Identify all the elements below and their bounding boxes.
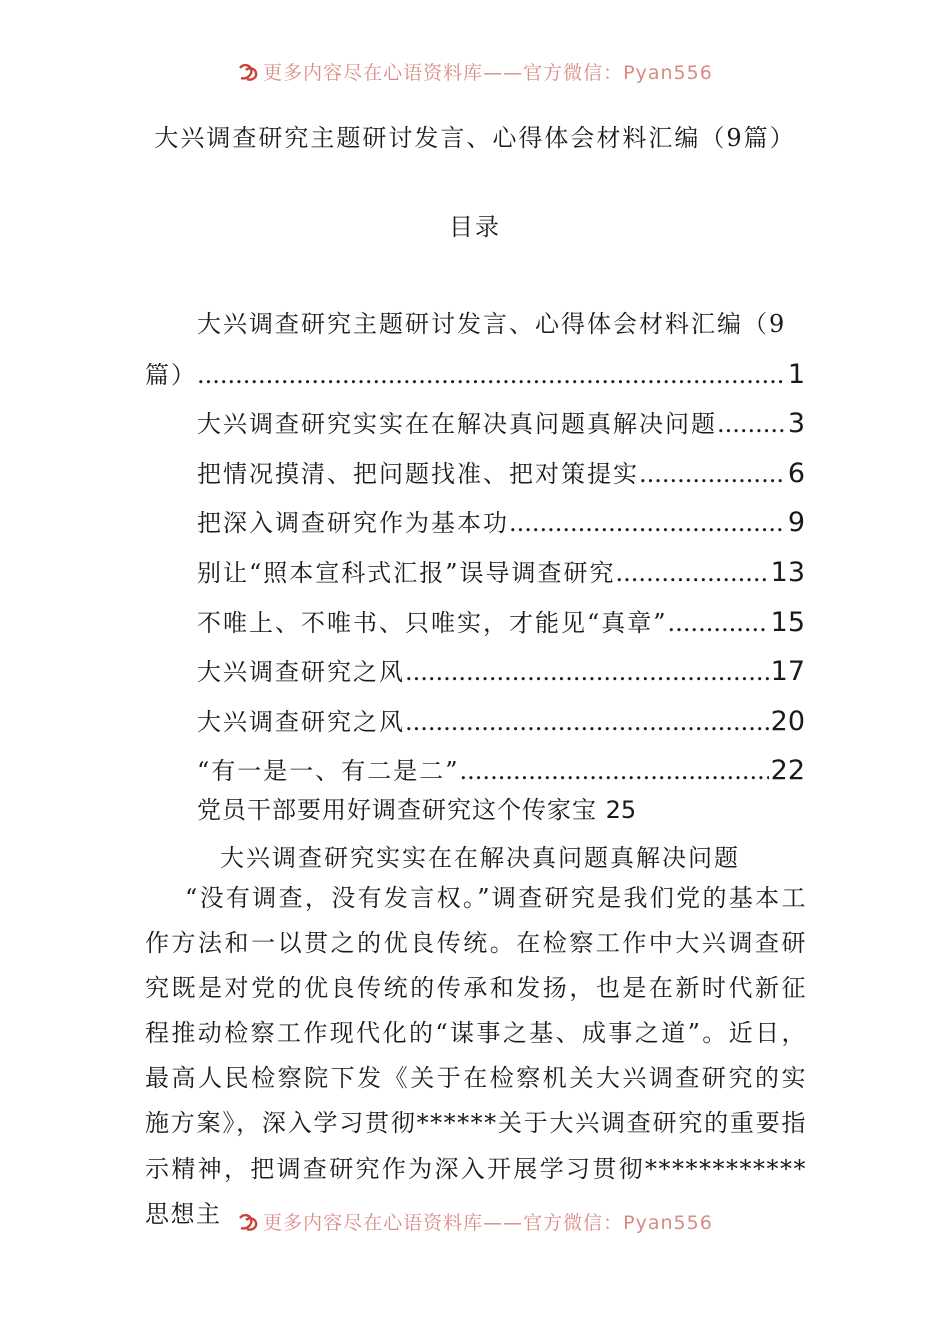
watermark-footer <box>0 1208 950 1235</box>
toc-page-number: 25 <box>605 796 637 824</box>
watermark-header <box>0 58 950 85</box>
toc-page-number: 17 <box>770 656 805 688</box>
toc-page-number: 22 <box>770 755 805 787</box>
toc-entry-title: 党员干部要用好调查研究这个传家宝 <box>197 796 597 824</box>
toc-heading: 目录 <box>449 213 501 241</box>
toc-entry-title: 别让“照本宣科式汇报”误导调查研究 <box>197 558 616 587</box>
toc-leader-dots <box>717 400 786 450</box>
toc-leader-dots <box>197 351 786 401</box>
toc-entry[interactable] <box>145 548 805 598</box>
toc-entry-title: 把深入调查研究作为基本功 <box>197 509 509 538</box>
toc-entry-title: 篇） <box>145 360 197 389</box>
toc-leader-dots <box>639 450 786 500</box>
toc-entry-last[interactable] <box>197 790 636 825</box>
toc-entry-title: 大兴调查研究之风 <box>197 707 405 736</box>
toc-page-number: 6 <box>787 457 805 489</box>
toc-entry[interactable] <box>145 697 805 747</box>
toc-page-number: 20 <box>770 705 805 737</box>
toc-leader-dots <box>509 499 786 549</box>
body-paragraph: “没有调查，没有发言权。”调查研究是我们党的基本工作方法和一以贯之的优良传统。在检察工作中大兴调查研究既是对党的优良传统的传承和发扬，也是在新时代新征程推动检察工作现代化的“谋事之基、成事之道”。近日，最高人民检察院下发《关于在检察机关大兴调查研究的实施方案》，深入学习贯彻******关于大兴调查研究的重要指示精神，把调查研究作为深入开展学习贯彻************思想主 <box>145 884 807 1228</box>
toc-page-number: 9 <box>787 507 805 539</box>
watermark-text: 更多内容尽在心语资料库——官方微信：Pyan556 <box>263 1212 713 1234</box>
toc-page-number: 3 <box>787 408 805 440</box>
toc-entry-title: 大兴调查研究主题研讨发言、心得体会材料汇编（9 <box>197 310 787 338</box>
toc-leader-dots <box>668 599 769 649</box>
watermark-logo-icon <box>237 1214 259 1232</box>
toc-entry[interactable] <box>145 399 805 449</box>
toc-page-number: 1 <box>787 358 805 390</box>
toc-entry[interactable] <box>145 598 805 648</box>
watermark-text: 更多内容尽在心语资料库——官方微信：Pyan556 <box>263 62 713 84</box>
toc-entry[interactable] <box>145 746 805 796</box>
toc-page-number: 13 <box>770 556 805 588</box>
toc-leader-dots <box>616 549 769 599</box>
toc-page-number: 15 <box>770 606 805 638</box>
toc-entry[interactable] <box>145 647 805 697</box>
toc-leader-dots <box>405 698 769 748</box>
toc-leader-dots <box>405 648 769 698</box>
section-title: 大兴调查研究实实在在解决真问题真解决问题 <box>220 844 740 872</box>
toc-entry-continued[interactable] <box>145 350 805 400</box>
toc-entry-title: “有一是一、有二是二” <box>197 757 460 786</box>
toc-entry[interactable] <box>145 498 805 548</box>
watermark-logo-icon <box>237 64 259 82</box>
toc-entry-title: 把情况摸清、把问题找准、把对策提实 <box>197 459 639 488</box>
toc-entry-title: 大兴调查研究实实在在解决真问题真解决问题 <box>197 410 717 439</box>
document-title: 大兴调查研究主题研讨发言、心得体会材料汇编（9篇） <box>154 124 796 152</box>
table-of-contents <box>145 300 805 796</box>
toc-entry-title: 不唯上、不唯书、只唯实，才能见“真章” <box>197 608 668 637</box>
toc-entry[interactable] <box>145 300 805 350</box>
toc-entry-title: 大兴调查研究之风 <box>197 658 405 687</box>
toc-entry[interactable] <box>145 449 805 499</box>
